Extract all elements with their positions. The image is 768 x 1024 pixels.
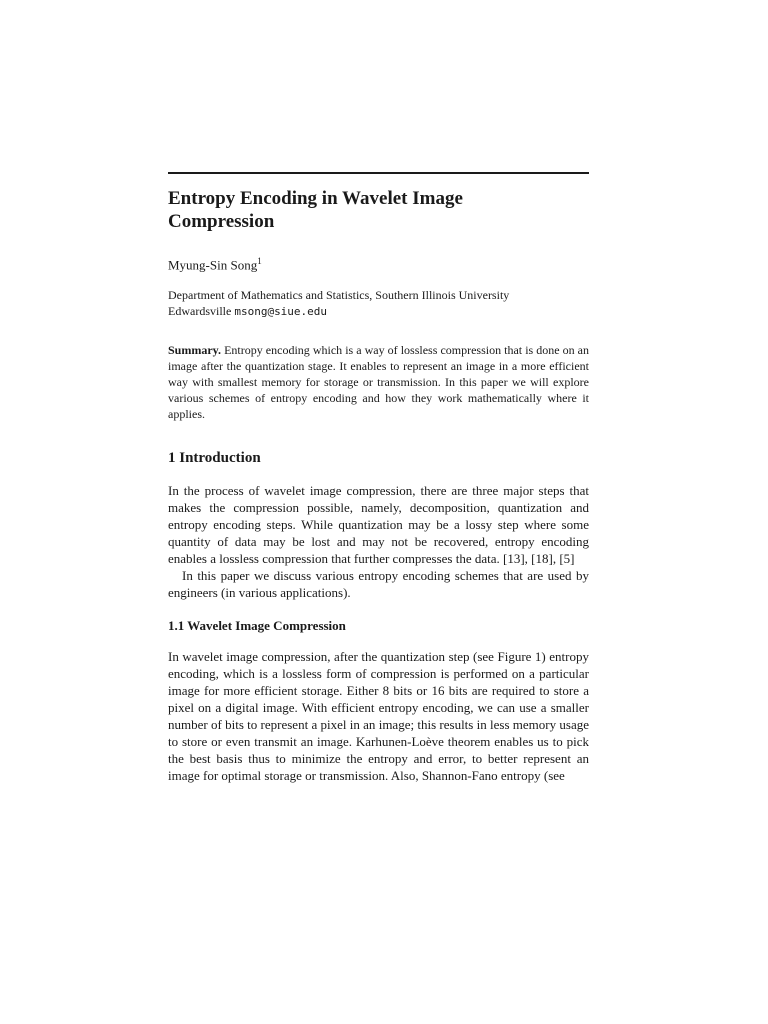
affiliation-line: Department of Mathematics and Statistics, Southern Illinois University bbox=[168, 288, 510, 303]
author-email: msong@siue.edu bbox=[234, 305, 328, 319]
subsection-heading-wavelet: 1.1 Wavelet Image Compression bbox=[168, 618, 346, 634]
top-rule bbox=[168, 172, 589, 174]
author-line bbox=[168, 253, 589, 273]
paper-title: Entropy Encoding in Wavelet Image Compression bbox=[168, 188, 463, 232]
intro-paragraph-2: In this paper we discuss various entropy encoding schemes that are used by engineers (in various applications). bbox=[168, 568, 589, 601]
summary-text: Entropy encoding which is a way of lossless compression that is done on an image after the quantization stage. It enables to represent an image in a more efficient way with smallest memory for storage or transmission. In this paper we will explore various schemes of entropy encoding and how they work mathematically where it applies. bbox=[168, 343, 590, 422]
section-gap bbox=[168, 601, 589, 617]
author-footnote-mark: 1 bbox=[257, 256, 262, 266]
wavelet-paragraph-1: In wavelet image compression, after the quantization step (see Figure 1) entropy encoding, which is a lossless form of compression is performed on a particular image for more efficient storage. Either 8 bits or 16 bits are required to store a pixel on a digital image. With efficient entropy encoding, we can use a smaller number of bits to represent a pixel in an image; this results in less memory usage to store or even transmit an image. Karhunen-Loève theorem enables us to pick the best basis thus to minimize the entropy and error, to better represent an image for optimal storage or transmission. Also, Shannon-Fano entropy (see bbox=[168, 649, 589, 784]
affiliation bbox=[168, 287, 589, 320]
summary-label: Summary. bbox=[168, 343, 222, 358]
section-heading-introduction: 1 Introduction bbox=[168, 450, 261, 467]
summary bbox=[168, 342, 589, 422]
affiliation-city: Edwardsville bbox=[168, 304, 232, 319]
affiliation-city-line bbox=[168, 303, 589, 320]
author-name: Myung-Sin Song bbox=[168, 257, 258, 273]
intro-paragraph-1: In the process of wavelet image compression, there are three major steps that makes the compression possible, namely, decomposition, quantization and entropy encoding steps. While quantization may be a lossy step where some quantity of data may be lost and may not be recovered, entropy encoding enables a lossless compression that further compresses the data. [13], [18], [5] bbox=[168, 483, 589, 567]
paper-page bbox=[168, 172, 589, 784]
